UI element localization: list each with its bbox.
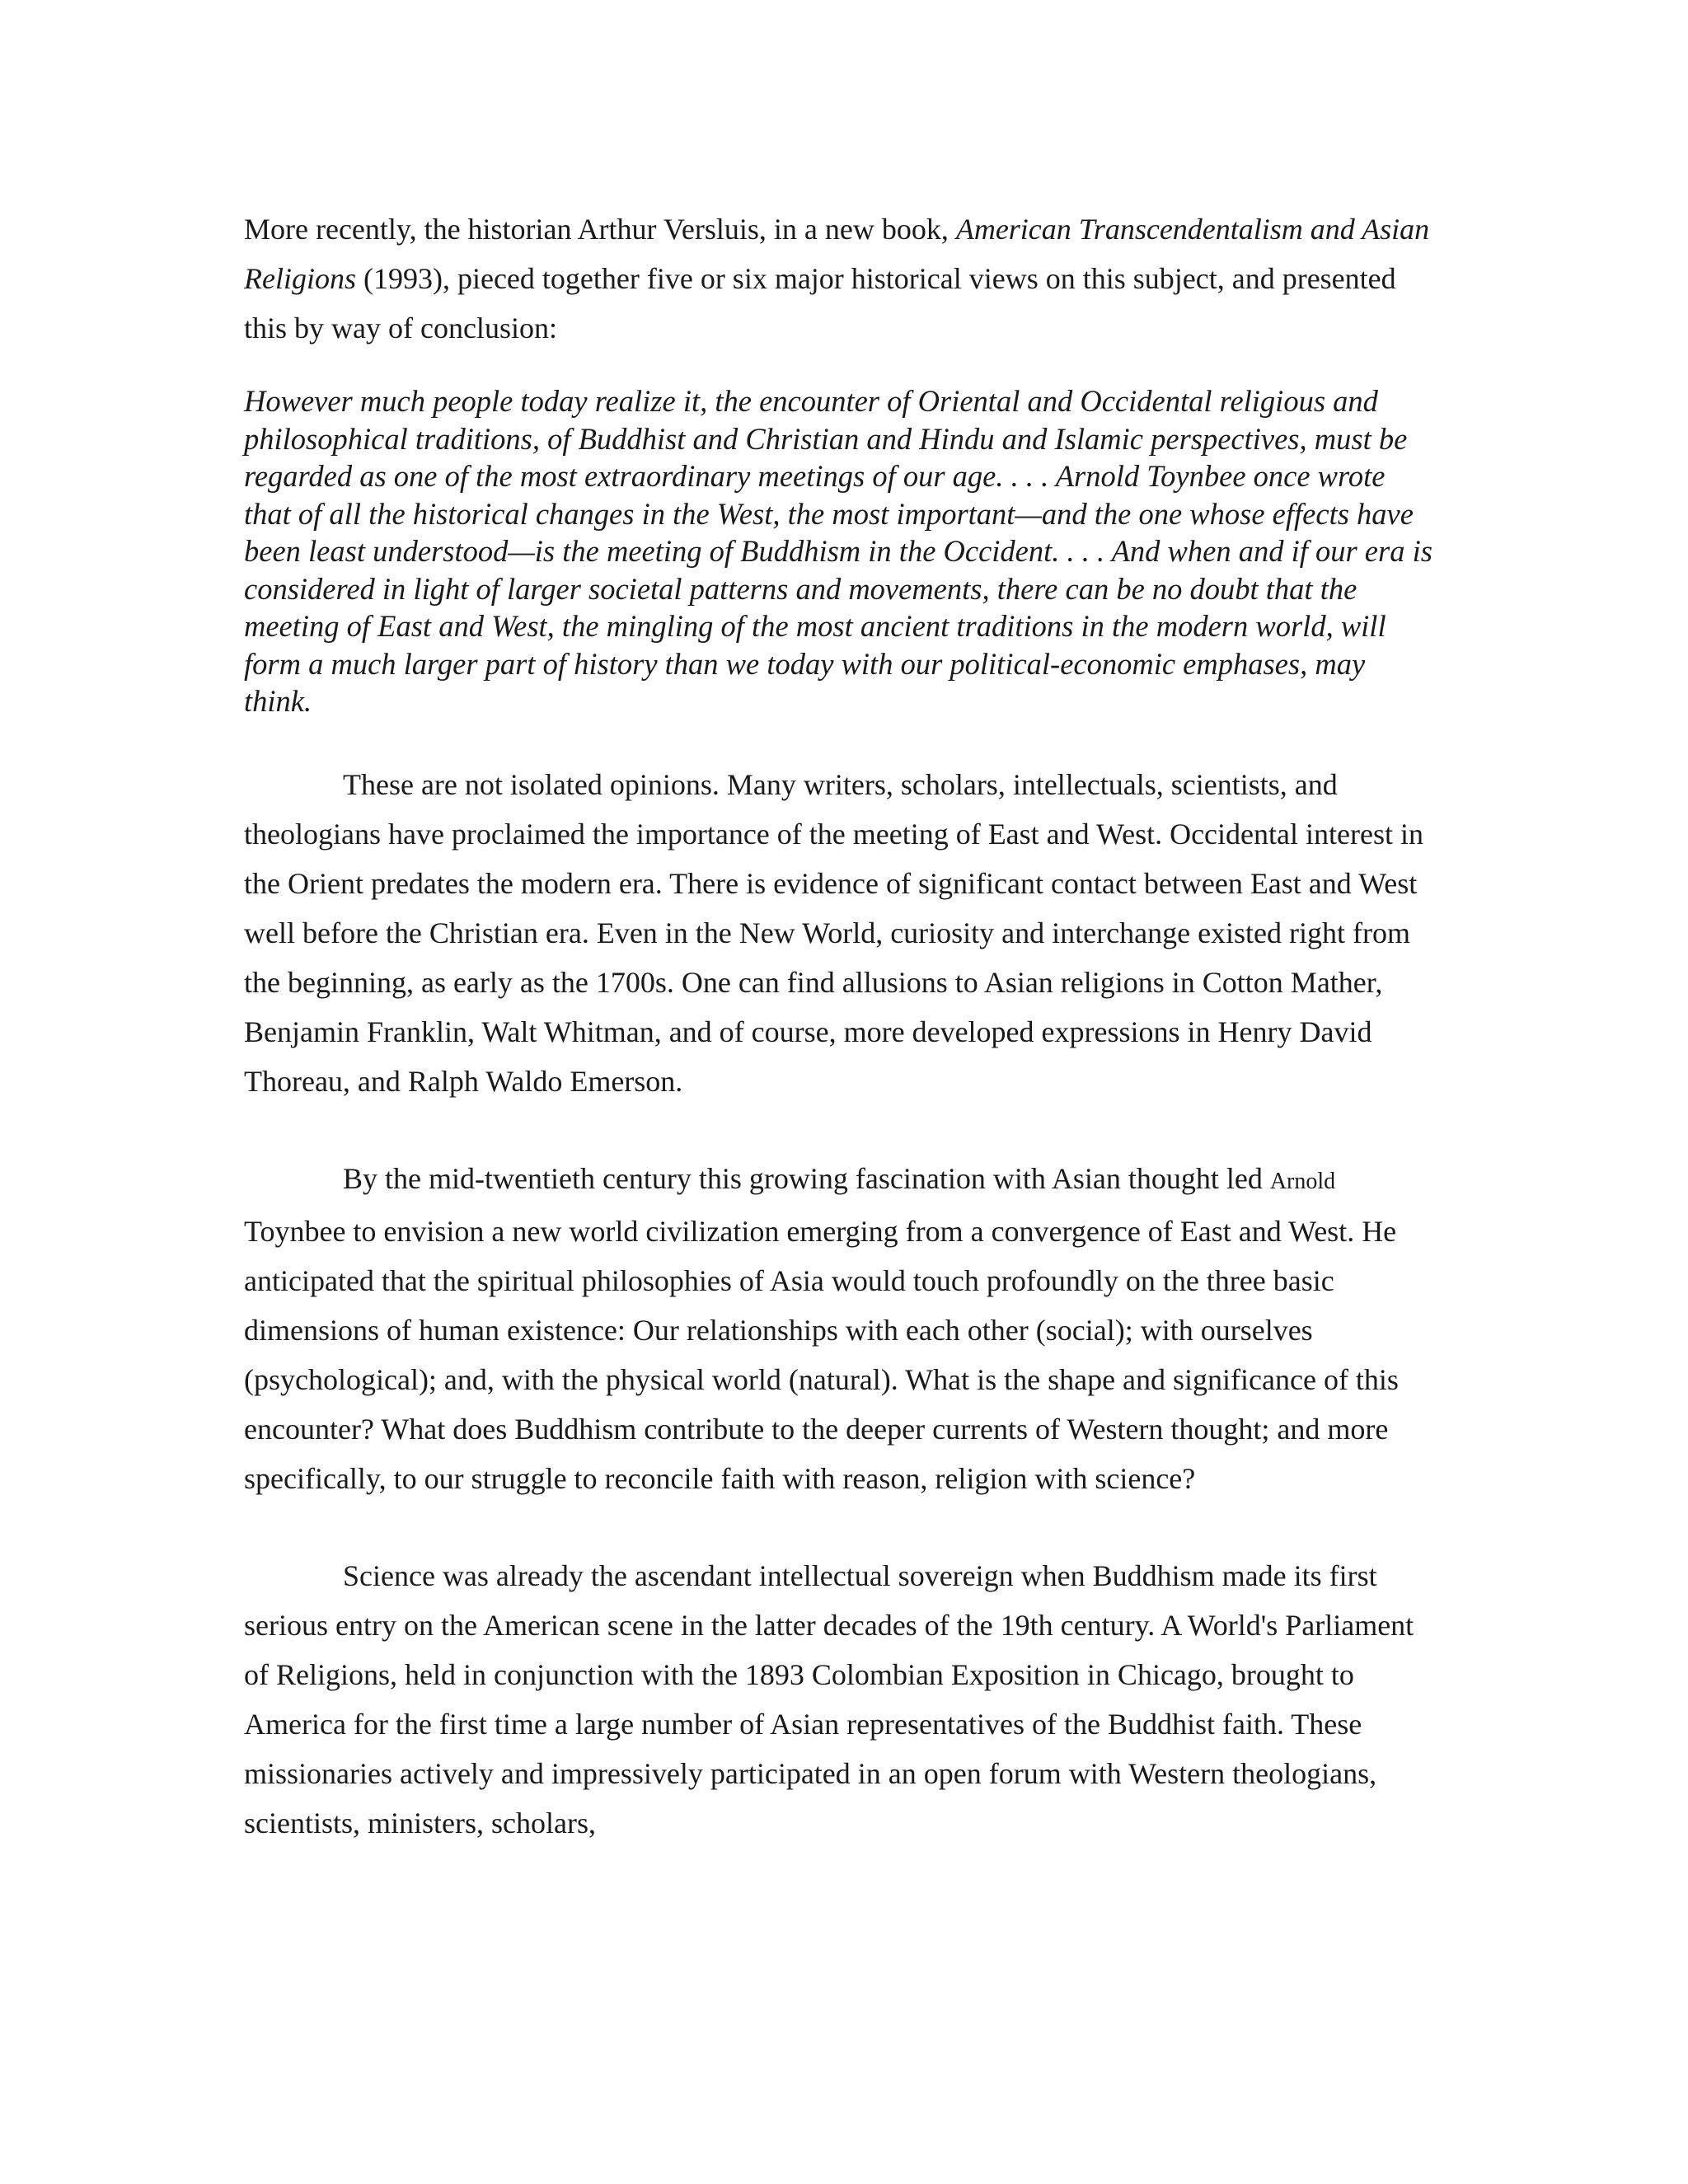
block-quote: However much people today realize it, the encounter of Oriental and Occidental religious and philosophical traditions, of Buddhist and Christian and Hindu and Islamic perspectives, must be regarded as one of the most extraordinary meetings of our age. . . . Arnold Toynbee once wrote that of all the historical changes in the West, the most important—and the one whose effects have been least understood—is the meeting of Buddhism in the Occident. . . . And when and if our era is considered in light of larger societal patterns and movements, there can be no doubt that the meeting of East and West, the mingling of the most ancient traditions in the modern world, will form a much larger part of history than we today with our political-economic emphases, may think. (244, 384, 1432, 718)
paragraph-isolated-opinions: These are not isolated opinions. Many writers, scholars, intellectuals, scientists, and theologians have proclaimed the importance of the meeting of East and West. Occidental interest in the Orient predates the modern era. There is evidence of significant contact between East and West well before the Christian era. Even in the New World, curiosity and interchange existed right from the beginning, as early as the 1700s. One can find allusions to Asian religions in Cotton Mather, Benjamin Franklin, Walt Whitman, and of course, more developed expressions in Henry David Thoreau, and Ralph Waldo Emerson. (244, 767, 1423, 1098)
small-word-arnold: Arnold (1269, 1168, 1336, 1194)
para-3-text-end: Toynbee to envision a new world civilization emerging from a convergence of East and West. He anticipated that the spiritual philosophies of Asia would touch profoundly on the three basic dimensions of human existence: Our relationships with each other (social); with ourselves (psychological); and, with the physical world (natural). What is the shape and significance of this encounter? What does Buddhism contribute to the deeper currents of Western thought; and more specifically, to our struggle to reconcile faith with reason, religion with science? (244, 1214, 1399, 1495)
intro-text-end: (1993), pieced together five or six major historical views on this subject, and presented this by way of conclusion: (244, 262, 1396, 344)
para-3-text-start: By the mid-twentieth century this growing fascination with Asian thought led (343, 1161, 1270, 1195)
book-title: American Transcendentalism and Asian Religions (244, 213, 1430, 295)
spacer (244, 353, 1439, 382)
intro-paragraph (244, 204, 1439, 353)
intro-text-start: More recently, the historian Arthur Versluis, in a new book, (244, 213, 956, 246)
spacer (244, 1106, 1439, 1154)
paragraph-science-ascendant: Science was already the ascendant intellectual sovereign when Buddhism made its first serious entry on the American scene in the latter decades of the 19th century. A World's Parliament of Religions, held in conjunction with the 1893 Colombian Exposition in Chicago, brought to America for the first time a large number of Asian representatives of the Buddhist faith. These missionaries actively and impressively participated in an open forum with Western theologians, scientists, ministers, scholars, (244, 1558, 1414, 1840)
paragraph-mid-twentieth-century (244, 1154, 1439, 1503)
spacer (244, 1503, 1439, 1551)
document-page (244, 204, 1439, 1848)
spacer (244, 720, 1439, 760)
